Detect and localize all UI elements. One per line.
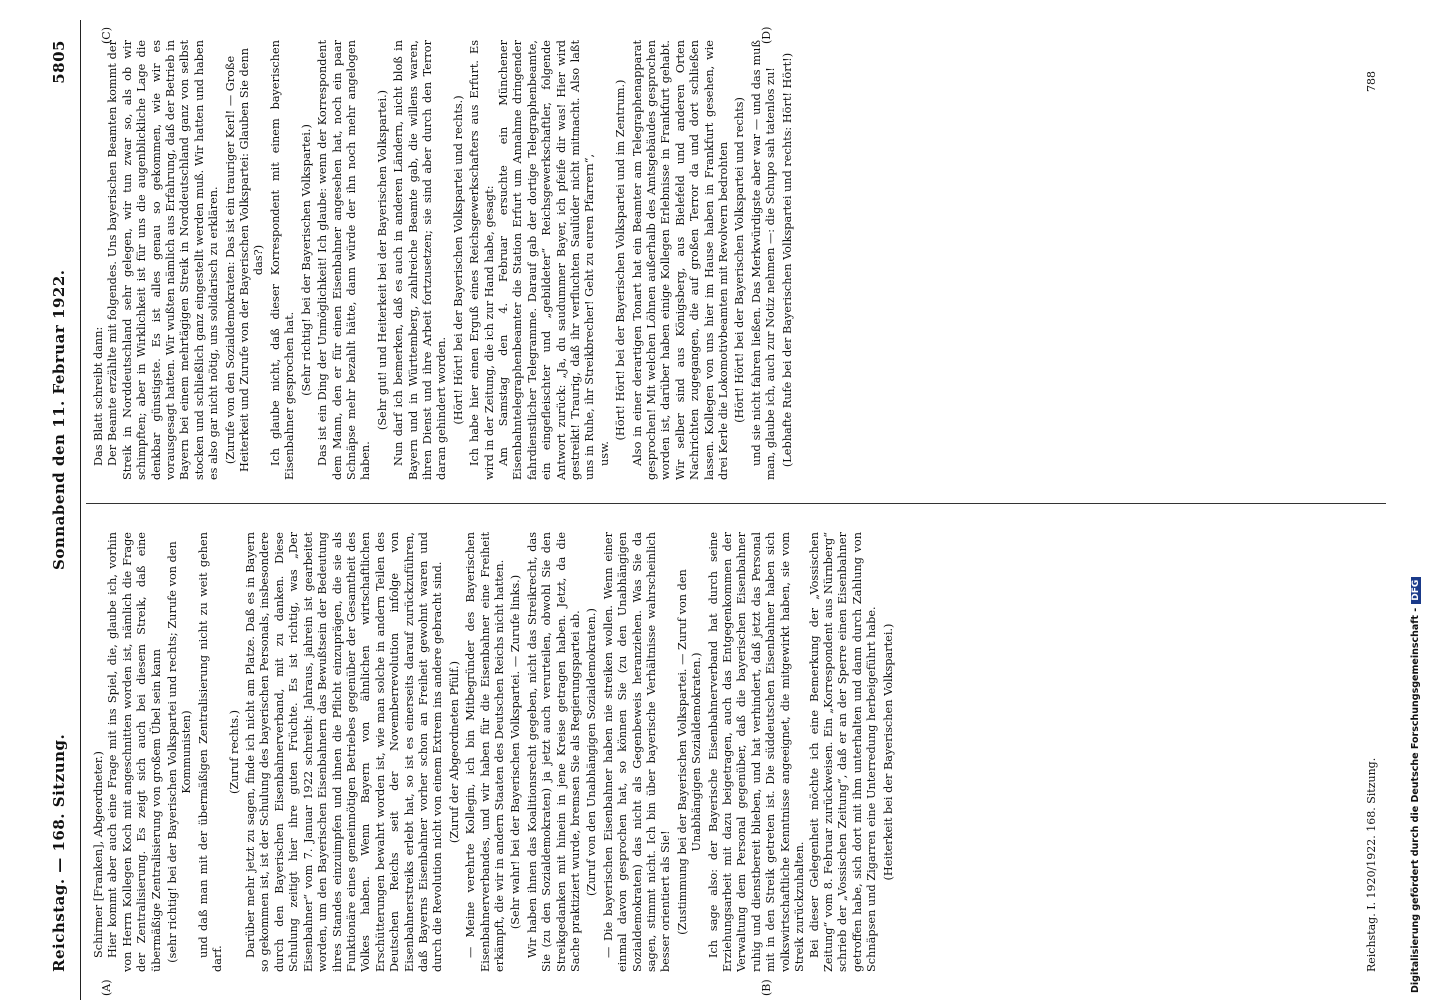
paragraph: Ich glaube nicht, daß dieser Korrespondent mit einem bayerischen Eisenbahner gesprochen hat.: [268, 40, 297, 480]
paragraph: usw.: [597, 441, 611, 466]
marker-d: (D): [760, 26, 773, 44]
marker-b: (B): [760, 979, 773, 996]
interjection: (Zurufe von den Sozialdemokraten: Das ist ein trauriger Kerl! — Große Heiterkeit und Zurufe von der Bayerischen Volkspartei: Glauben Sie denn das?): [223, 47, 266, 473]
interjection: (Lebhafte Rufe bei der Bayerischen Volkspartei und rechts: Hört! Hört!): [780, 52, 794, 468]
rotated-page-content: [40, 20, 1395, 1000]
page-header: [40, 20, 81, 1000]
paragraph: Am Samstag den 4. Februar ersuchte ein Münchener Eisenbahntelegraphenbeamter die Station Erfurt um Annahme dringender fahrdienstlicher Telegramme. Darauf gab der dortige Telegraphenbeamte, ein eingefleischter und „gebildeter“ Reichsgewerkschaftler, folgende Antwort zurück: „Ja, du saudummer Bayer, ich pfeife dir was! Hier wird gestreikt! Traurig, daß ihr verfluchten Saulüder nicht mitmacht. Also laßt uns in Ruhe, ihr Streikbrecher! Geht zu euren Pfarrern“,: [496, 40, 597, 480]
sidebar-text-wrap: [1410, 8, 1421, 993]
paragraph: Das Blatt schreibt dann:: [92, 326, 105, 466]
interjection: (Zuruf von den Unabhängigen Sozialdemokraten.): [585, 608, 599, 896]
dfg-logo: DFG: [1411, 577, 1421, 604]
interjection: (Hört! Hört! bei der Bayerischen Volkspartei und rechts.): [451, 95, 465, 425]
footer-page: 788: [1365, 71, 1378, 92]
paragraph: — Meine verehrte Kollegin, ich bin Mitbegründer des Bayerischen Eisenbahnerverbandes, und wir haben für die Eisenbahner eine Freiheit erkämpft, die wir in andern Staaten des Deutschen Reichs nicht hatten.: [464, 532, 506, 972]
marker-a: (A): [100, 979, 113, 996]
left-column: [92, 532, 1382, 972]
right-column: [92, 40, 1382, 480]
interjection: (Sehr richtig! bei der Bayerischen Volkspartei.): [299, 124, 313, 396]
interjection: (Sehr gut! und Heiterkeit bei der Bayerischen Volkspartei.): [375, 89, 389, 431]
footer-reference: Reichstag. I. 1920/1922. 168. Sitzung.: [1365, 757, 1378, 972]
interjection: (Hört! Hört! bei der Bayerischen Volkspartei und im Zentrum.): [614, 79, 628, 441]
paragraph: und daß man mit der übermäßigen Zentralisierung nicht zu weit gehen darf.: [196, 532, 225, 972]
paragraph: Das ist ein Ding der Unmöglichkeit! Ich glaube: wenn der Korrespondent dem Mann, den er für einen Eisenbahner angesehen hat, noch ein paar Schnäpse mehr bezahlt hätte, dann würde der ihn noch mehr angelogen haben.: [316, 40, 373, 480]
paragraph: Bei dieser Gelegenheit möchte ich eine Bemerkung der „Vossischen Zeitung“ vom 8. Februar zurückweisen. Ein „Korrespondent aus Nürnberg“ schrieb der „Vossischen Zeitung“, daß er an der Sperre einen Eisenbahner getroffen habe, sich dort mit ihm unterhalten und dann durch Zahlung von Schnäpsen und Zigarren eine Unterredung herbeigeführt habe.: [807, 532, 879, 972]
column-divider: [86, 503, 1386, 504]
paragraph: Also in einer derartigen Tonart hat ein Beamter am Telegraphenapparat gesprochen! Mit welchen Löhnen außerhalb des Amtsgebäudes gesprochen worden ist, darüber haben einige Kollegen Erlebnisse in Frankfurt gehabt. Wir selber sind aus Königsberg, aus Bielefeld und anderen Orten Nachrichten zugegangen, die auf großen Terror da und dort schließen lassen. Kollegen von uns hier im Hause haben in Frankfurt gesehen, wie drei Kerle die Lokomotivbeamten mit Revolvern bedrohten: [630, 40, 731, 480]
header-page-number: 5805: [50, 40, 68, 84]
interjection: (Heiterkeit bei der Bayerischen Volkspartei.): [881, 623, 895, 881]
interjection: (Zustimmung bei der Bayerischen Volkspartei. — Zuruf von den Unabhängigen Sozialdemokraten.): [675, 569, 704, 935]
interjection: (Sehr wahr! bei der Bayerischen Volkspartei. — Zurufe links.): [509, 574, 523, 930]
digitization-sidebar: [1408, 8, 1430, 993]
marker-c: (C): [100, 27, 113, 44]
paragraph: Hier kommt aber auch eine Frage mit ins Spiel, die, glaube ich, vorhin von Herrn Kollegen Koch mit angeschnitten worden ist, nämlich die Frage der Zentralisierung. Es zeigt sich auch bei diesem Streik, daß eine übermäßige Zentralisierung von großem Übel sein kann: [106, 532, 163, 972]
paragraph: — Die bayerischen Eisenbahner haben nie streiken wollen. Wenn einer einmal davon gesprochen hat, so können Sie (zu den Unabhängigen Sozialdemokraten) das nicht als Gegenbeweis heranziehen. Was Sie da sagen, stimmt nicht. Ich bin über bayerische Verhältnisse wahrscheinlich besser orientiert als Sie!: [601, 532, 673, 972]
interjection: (Hört! Hört! bei der Bayerischen Volkspartei und rechts): [733, 97, 747, 423]
paragraph: und sie nicht fahren ließen. Das Merkwürdigste aber war — und das muß man, glaube ich, auch zur Notiz nehmen —: die Schupo sah tatenlos zu!: [749, 40, 778, 480]
sidebar-credit: Digitalisierung gefördert durch die Deutsche Forschungsgemeinschaft -: [1410, 607, 1421, 993]
page-footer: [1365, 71, 1378, 972]
paragraph: Wir haben ihnen das Koalitionsrecht gegeben, nicht das Streikrecht, das Sie (zu den Sozialdemokraten) ja jetzt auch verurteilen, obwohl Sie den Streikgedanken mit hinein in jene Kreise getragen haben. Jetzt, da die Sache praktiziert wurde, bremsen Sie als Regierungspartei ab.: [525, 532, 582, 972]
interjection: (Zuruf rechts.): [227, 710, 241, 795]
interjection: (Zuruf der Abgeordneten Pfülf.): [447, 660, 461, 844]
paragraph: Nun darf ich bemerken, daß es auch in anderen Ländern, nicht bloß in Bayern und in Württemberg, zahlreiche Beamte gab, die willens waren, ihren Dienst und ihre Arbeit fortzusetzen; sie sind aber durch den Terror daran gehindert worden.: [392, 40, 449, 480]
header-left: Reichstag. — 168. Sitzung.: [50, 733, 68, 972]
interjection: (sehr richtig! bei der Bayerischen Volkspartei und rechts; Zurufe von den Kommunisten): [166, 541, 194, 963]
header-date: Sonnabend den 11. Februar 1922.: [50, 269, 68, 570]
paragraph: Ich sage also: der Bayerische Eisenbahnerverband hat durch seine Erziehungsarbeit mit dazu beigetragen, auch das Entgegenkommen der Verwaltung dem Personal gegenüber, daß die bayerischen Eisenbahner ruhig und dienstbereit blieben, und hat verhindert, daß jetzt das Personal mit in den Streik getreten ist. Die süddeutschen Eisenbahner haben sich volkswirtschaftliche Kenntnisse angeeignet, die mitgewirkt haben, sie vom Streik zurückzuhalten.: [706, 532, 807, 972]
paragraph: Ich habe hier einen Erguß eines Reichsgewerkschafters aus Erfurt. Es wird in der Zeitung, die ich zur Hand habe, gesagt:: [468, 40, 496, 480]
paragraph: Der Beamte erzählte mit folgendes. Uns bayerischen Beamten kommt der Streik in Norddeutschland sehr gelegen, wir tun zwar so, als ob wir schimpften; aber in Wirklichkeit ist für uns die augenblickliche Lage die denkbar günstigste. Es ist alles genau so gekommen, wie wir es vorausgesagt hatten. Wir wußten nämlich aus Erfahrung, daß der Betrieb in Bayern bei einem mehrtägigen Streik in Norddeutschland ganz von selbst stocken und schließlich ganz eingestellt werden muß. Wir hatten und haben es also gar nicht nötig, uns solidarisch zu erklären.: [106, 40, 221, 480]
paragraph: Darüber mehr jetzt zu sagen, finde ich nicht am Platze. Daß es in Bayern so gekommen ist, ist der Schulung des bayerischen Personals, insbesondere durch den Bayerischen Eisenbahnerverband, mit zu danken. Diese Schulung zeitigt hier ihre guten Früchte. Es ist richtig, was „Der Eisenbahner“ vom 7. Januar 1922 schreibt: Jahraus, jahrein ist gearbeitet worden, um den Bayerischen Eisenbahnern das Bewußtsein der Bedeutung ihres Standes einzuimpfen und ihnen die Pflicht einzuprägen, die sie als Funktionäre eines gemeinnötigen Betriebes gegenüber der Gesamtheit des Volkes haben. Wenn Bayern von ähnlichen wirtschaftlichen Erschütterungen bewahrt worden ist, wie man solche in andern Teilen des Deutschen Reichs seit der Novemberrevolution infolge von Eisenbahnerstreiks erlebt hat, so ist es einerseits darauf zurückzuführen, daß Bayerns Eisenbahner vorher schon an Freiheit gewohnt waren und durch die Revolution nicht von einem Extrem ins andere gebracht sind.: [244, 532, 445, 972]
paragraph: Schirmer [Franken], Abgeordneter.): [92, 751, 105, 958]
